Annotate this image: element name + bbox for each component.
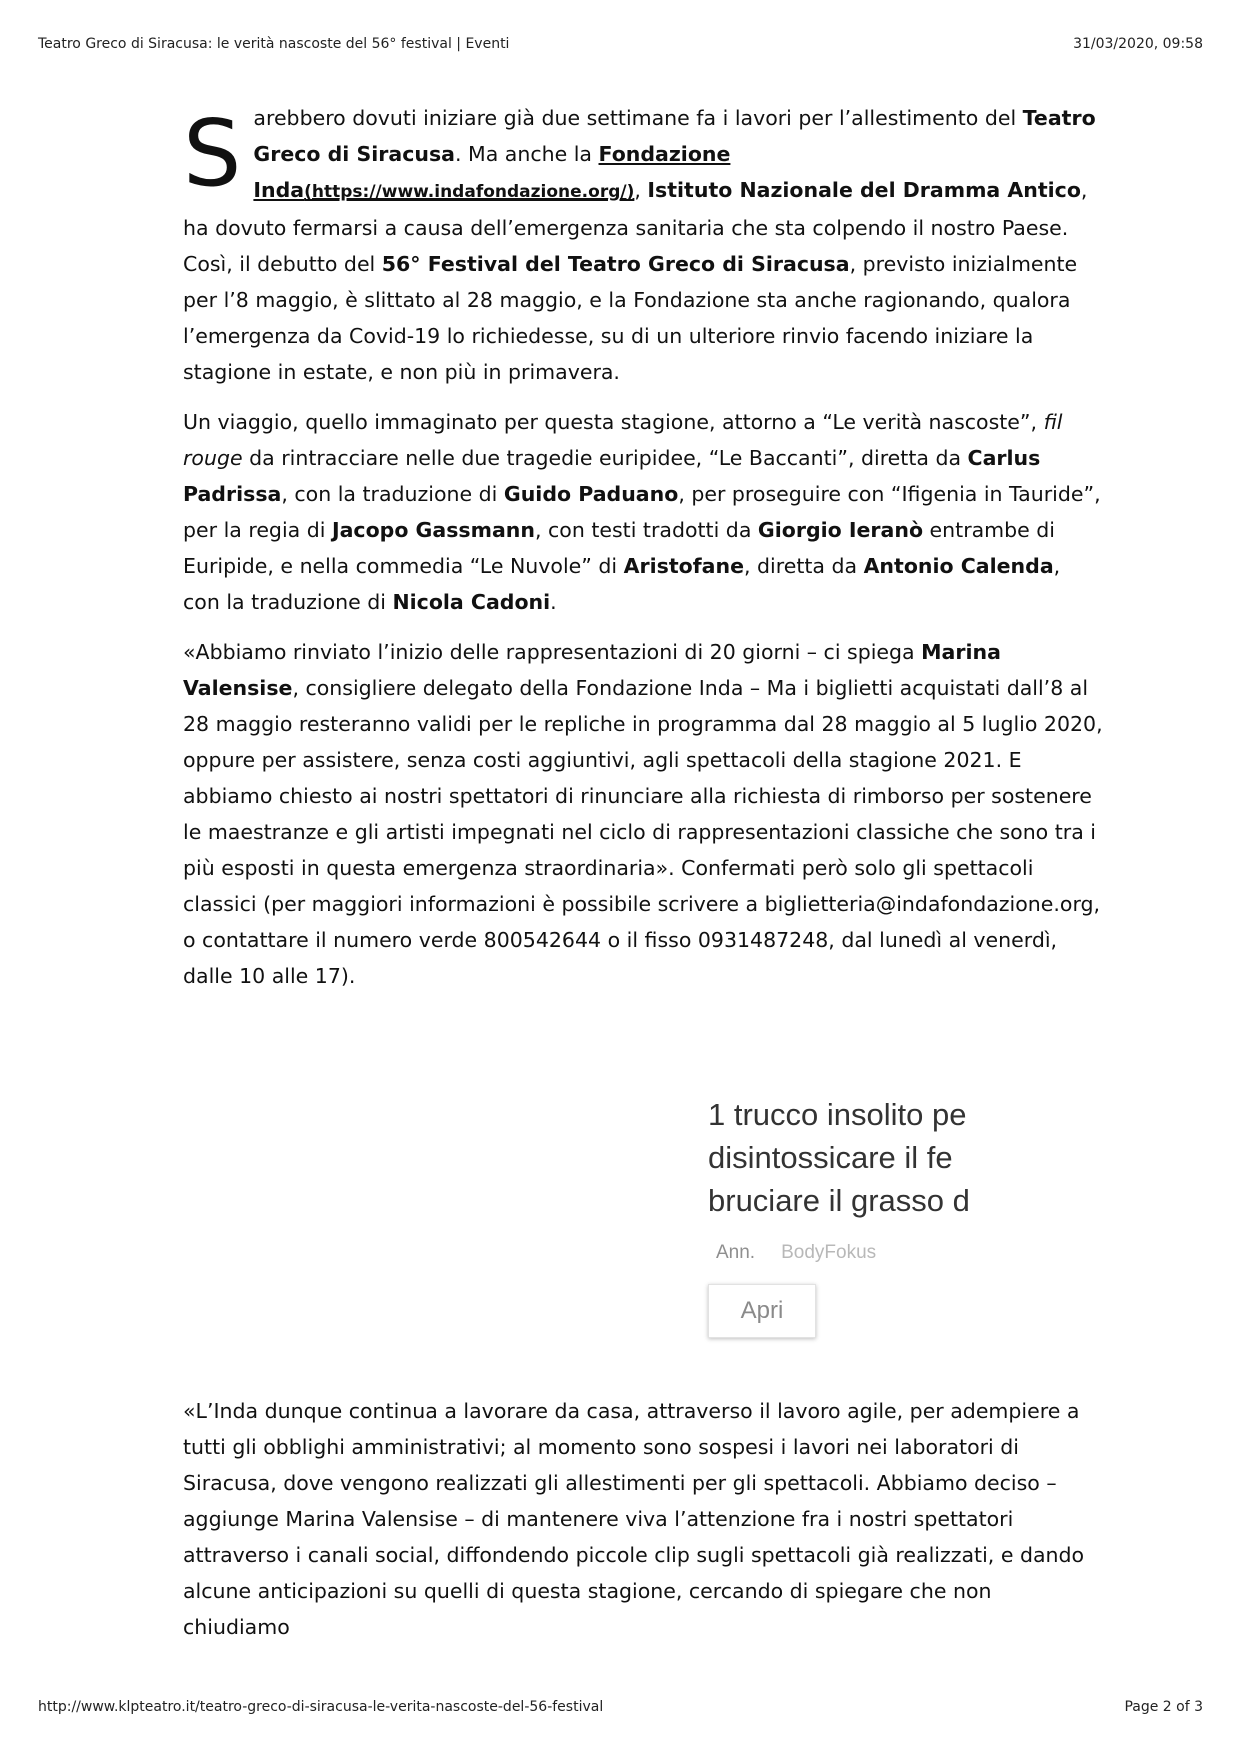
text: , diretta da (743, 554, 864, 578)
drop-cap: S (183, 100, 242, 207)
ad-title-line[interactable]: disintossicare il fe (708, 1140, 953, 1175)
paragraph-inda: «L’Inda dunque continua a lavorare da casa, attraverso il lavoro agile, per adempiere a tutti gli obblighi amministrativi; al momento sono sospesi i lavori nei laboratori di Siracusa, dove vengono realizzati gli allestimenti per gli spettacoli. Abbiamo deciso – aggiunge Marina Valensise – di mantenere viva l’attenzione fra i nostri spettatori attraverso i canali social, diffondendo piccole clip sugli spettacoli già realizzati, e dando alcune anticipazioni su quelli di questa stagione, cercando di spiegare che non chiudiamo (183, 1399, 1085, 1639)
text: , per proseguire con “Ifigenia in Tauride”, per la regia di (183, 482, 1101, 542)
text: da rintracciare nelle due tragedie euripidee, “Le Baccanti”, diretta da (242, 446, 968, 470)
italic-text: fil rouge (183, 410, 1063, 470)
bold-text: Carlus Padrissa (183, 446, 1041, 506)
article-body-continued (183, 1393, 1103, 1645)
text: , con la traduzione di (281, 482, 504, 506)
paragraph-quote (183, 634, 1103, 994)
print-datetime: 31/03/2020, 09:58 (1073, 36, 1203, 52)
text: , ha dovuto fermarsi a causa dell’emergenza sanitaria che sta colpendo il nostro Paese. (183, 178, 1088, 240)
bold-text: Istituto Nazionale del Dramma Antico (647, 178, 1081, 202)
bold-text: Nicola Cadoni (392, 590, 551, 614)
text: , con la traduzione di (183, 554, 1061, 614)
page-title: Teatro Greco di Siracusa: le verità nascoste del 56° festival | Eventi (38, 36, 510, 52)
bold-text: Antonio Calenda (863, 554, 1054, 578)
text: . (550, 590, 557, 614)
page-number: Page 2 of 3 (1124, 1699, 1203, 1715)
bold-text: Jacopo Gassmann (331, 518, 535, 542)
text: . Ma anche la (454, 142, 599, 166)
paragraph-season (183, 404, 1103, 620)
print-header (38, 36, 1203, 52)
text: «Abbiamo rinviato l’inizio delle rappresentazioni di 20 giorni – ci spiega (183, 640, 922, 664)
ad-title-line[interactable]: 1 trucco insolito pe (708, 1097, 967, 1132)
text: Così, il debutto del (183, 252, 382, 276)
text: , consigliere delegato della Fondazione Inda – Ma i biglietti acquistati dall’8 al 28 maggio resteranno validi per le repliche in programma dal 28 maggio al 5 luglio 2020, oppure per assistere, senza costi aggiuntivi, agli spettacoli della stagione 2021. E abbiamo chiesto ai nostri spettatori di rinunciare alla richiesta di rimborso per sostenere le maestranze e gli artisti impegnati nel ciclo di rappresentazioni classiche che sono tra i più esposti in questa emergenza straordinaria». Confermati però solo gli spettacoli classici (per maggiori informazioni è possibile scrivere a biglietteria@indafondazione.org, o contattare il numero verde 800542644 o il fisso 0931487248, dal lunedì al venerdì, dalle 10 alle 17). (183, 676, 1103, 988)
text: , (634, 178, 648, 202)
bold-text: Marina Valensise (183, 640, 1001, 700)
text: , con testi tradotti da (535, 518, 758, 542)
print-footer (38, 1699, 1203, 1715)
paragraph-intro (183, 100, 1103, 390)
article-body (183, 100, 1103, 1008)
bold-text: 56° Festival del Teatro Greco di Siracusa (381, 252, 850, 276)
text: Un viaggio, quello immaginato per questa stagione, attorno a “Le verità nascoste”, (183, 410, 1044, 434)
ad-label: Ann. (716, 1242, 756, 1263)
sponsored-ad[interactable] (708, 1093, 978, 1353)
bold-text: Giorgio Ieranò (757, 518, 924, 542)
ad-title[interactable] (708, 1093, 973, 1222)
text: entrambe di Euripide, e nella commedia “Le Nuvole” di (183, 518, 1055, 578)
ad-title-line[interactable]: bruciare il grasso d (708, 1183, 970, 1218)
link-url[interactable]: (https://www.indafondazione.org/) (304, 182, 635, 202)
link-text[interactable]: Fondazione Inda (253, 142, 731, 202)
bold-text: Teatro Greco di Siracusa (253, 106, 1096, 166)
text: , previsto inizialmente per l’8 maggio, è slittato al 28 maggio, e la Fondazione sta anche ragionando, qualora l’emergenza da Covid-19 lo richiedesse, su di un ulteriore rinvio facendo iniziare la stagione in estate, e non più in primavera. (183, 252, 1078, 384)
text: arebbero dovuti iniziare già due settimane fa i lavori per l’allestimento del (253, 106, 1023, 130)
bold-text: Aristofane (623, 554, 744, 578)
ad-open-button[interactable]: Apri (708, 1284, 816, 1338)
page-url: http://www.klpteatro.it/teatro-greco-di-siracusa-le-verita-nascoste-del-56-festival (38, 1699, 604, 1715)
ad-source: BodyFokus (781, 1242, 877, 1263)
ad-meta (708, 1242, 978, 1264)
bold-text: Guido Paduano (503, 482, 679, 506)
